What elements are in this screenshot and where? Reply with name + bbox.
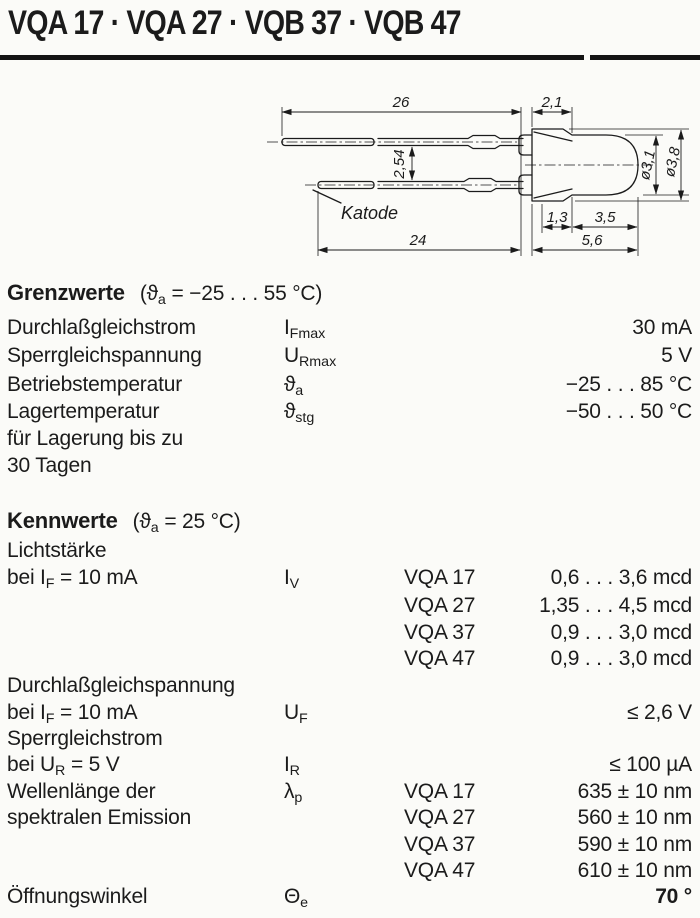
kennwerte-heading xyxy=(7,509,241,540)
dim-flange-label: 2,1 xyxy=(541,94,563,111)
dim-flange-dia-label: ø3,8 xyxy=(661,145,685,179)
symbol-base: U xyxy=(284,344,299,367)
param-label-betriebstemp: Betriebstemperatur xyxy=(7,373,182,396)
param-label-lagertemp-3: 30 Tagen xyxy=(7,454,92,477)
condition-pre: (ϑ xyxy=(139,282,158,305)
condition-post: = 10 mA xyxy=(54,566,138,589)
param-value-urmax: 5 V xyxy=(661,344,692,367)
dim-pitch-label: 2,54 xyxy=(391,149,408,179)
param-label-lichtstaerke: Lichtstärke xyxy=(7,539,107,562)
condition-sub: F xyxy=(45,575,55,592)
param-label-winkel: Öffnungswinkel xyxy=(7,885,148,908)
param-symbol-winkel xyxy=(284,885,308,915)
param-condition-lichtstaerke xyxy=(7,566,137,596)
symbol-base: U xyxy=(284,701,299,724)
symbol-sub: e xyxy=(300,894,309,911)
condition-sub: a xyxy=(150,519,159,536)
param-symbol-lagertemp xyxy=(284,400,314,430)
param-label-urmax: Sperrgleichspannung xyxy=(7,344,202,367)
symbol-sub: a xyxy=(295,382,304,399)
symbol-base: Θ xyxy=(284,885,301,908)
param-symbol-ir xyxy=(284,753,300,783)
param-label-lagertemp-2: für Lagerung bis zu xyxy=(7,427,183,450)
condition-pre: bei U xyxy=(7,753,56,776)
type-value: 0,9 . . . 3,0 mcd xyxy=(550,621,692,644)
symbol-sub: Rmax xyxy=(298,353,337,370)
type-value: 560 ± 10 nm xyxy=(577,806,692,829)
type-name: VQA 47 xyxy=(404,859,476,882)
param-symbol-lambda xyxy=(284,780,302,810)
param-label-lagertemp: Lagertemperatur xyxy=(7,400,160,423)
type-name: VQA 47 xyxy=(404,647,476,670)
condition-pre: bei I xyxy=(7,701,46,724)
type-name: VQA 17 xyxy=(404,566,476,589)
param-label-wellenlaenge-2: spektralen Emission xyxy=(7,806,192,829)
type-name: VQA 27 xyxy=(404,806,476,829)
condition-pre: bei I xyxy=(7,566,46,589)
param-symbol-urmax xyxy=(284,344,336,374)
param-value-winkel: 70 ° xyxy=(655,885,692,908)
param-value-ir: ≤ 100 µA xyxy=(609,753,692,776)
condition-post: = 10 mA xyxy=(54,701,138,724)
condition-post: = −25 . . . 55 °C) xyxy=(165,282,323,305)
symbol-sub: F xyxy=(298,710,308,727)
param-symbol-uf xyxy=(284,701,308,731)
dim-dome-label: 3,5 xyxy=(594,209,616,226)
type-value: 590 ± 10 nm xyxy=(577,833,692,856)
cathode-leader-line xyxy=(313,190,341,203)
type-name: VQA 17 xyxy=(404,780,476,803)
cathode-label: Katode xyxy=(341,203,399,223)
symbol-sub: p xyxy=(294,789,303,806)
dim-total-label: 5,6 xyxy=(581,232,603,249)
center-lines xyxy=(267,142,653,185)
param-symbol-iv xyxy=(284,566,299,596)
param-value-betriebstemp: −25 . . . 85 °C xyxy=(565,373,692,396)
param-label-uf: Durchlaßgleichspannung xyxy=(7,674,235,697)
title-rule-left xyxy=(0,55,584,60)
grenzwerte-condition xyxy=(139,282,323,308)
param-label-ir: Sperrgleichstrom xyxy=(7,727,163,750)
type-value: 1,35 . . . 4,5 mcd xyxy=(539,594,692,617)
param-label-wellenlaenge-1: Wellenlänge der xyxy=(7,780,156,803)
symbol-base: λ xyxy=(284,780,295,803)
condition-sub: a xyxy=(157,291,166,308)
symbol-base: I xyxy=(284,316,290,339)
symbol-base: ϑ xyxy=(284,400,296,423)
type-value: 0,6 . . . 3,6 mcd xyxy=(550,566,692,589)
condition-pre: (ϑ xyxy=(132,510,151,533)
condition-sub: F xyxy=(45,710,55,727)
type-value: 635 ± 10 nm xyxy=(577,780,692,803)
dim-dome-dia-label: ø3,1 xyxy=(636,148,660,182)
condition-sub: R xyxy=(55,762,66,779)
dim-base-label: 1,3 xyxy=(546,209,568,226)
condition-post: = 5 V xyxy=(65,753,120,776)
type-name: VQA 27 xyxy=(404,594,476,617)
param-symbol-ifmax xyxy=(284,316,325,346)
symbol-base: ϑ xyxy=(284,373,296,396)
param-value-ifmax: 30 mA xyxy=(632,316,692,339)
type-value: 0,9 . . . 3,0 mcd xyxy=(550,647,692,670)
param-value-lagertemp: −50 . . . 50 °C xyxy=(565,400,692,423)
dim-lead-bottom-label: 24 xyxy=(409,232,427,249)
param-value-uf: ≤ 2,6 V xyxy=(627,701,692,724)
page-title: VQA 17 · VQA 27 · VQB 37 · VQB 47 xyxy=(8,4,461,42)
param-condition-ir xyxy=(7,753,120,783)
type-name: VQA 37 xyxy=(404,833,476,856)
led-dimension-drawing xyxy=(255,80,700,275)
dim-lead-top-label: 26 xyxy=(392,94,410,111)
grenzwerte-heading-text: Grenzwerte xyxy=(7,280,125,305)
symbol-sub: V xyxy=(289,575,300,592)
condition-post: = 25 °C) xyxy=(158,510,241,533)
symbol-sub: Fmax xyxy=(289,325,326,342)
title-rule-right xyxy=(590,55,700,60)
symbol-sub: R xyxy=(289,762,300,779)
symbol-base: I xyxy=(284,566,290,589)
type-value: 610 ± 10 nm xyxy=(577,859,692,882)
kennwerte-heading-text: Kennwerte xyxy=(7,508,118,533)
symbol-sub: stg xyxy=(295,409,315,426)
kennwerte-condition xyxy=(132,510,241,536)
type-name: VQA 37 xyxy=(404,621,476,644)
symbol-base: I xyxy=(284,753,290,776)
grenzwerte-heading xyxy=(7,281,322,312)
param-symbol-betriebstemp xyxy=(284,373,303,403)
param-label-ifmax: Durchlaßgleichstrom xyxy=(7,316,196,339)
